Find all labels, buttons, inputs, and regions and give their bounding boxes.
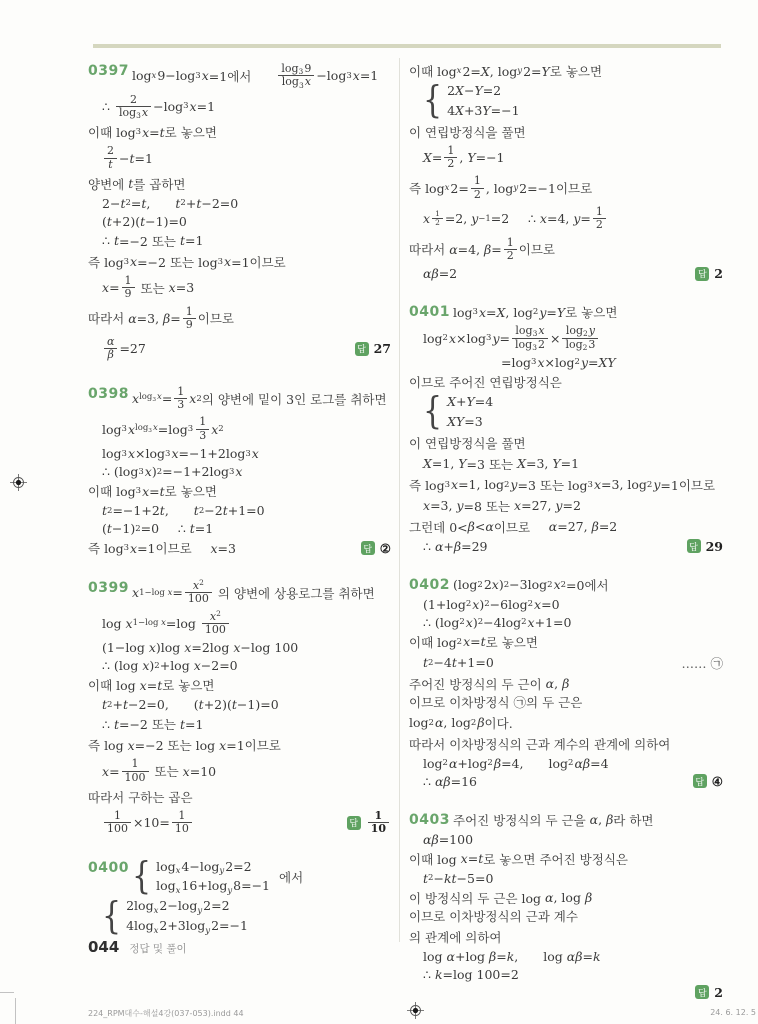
math-expression: =log 3 x ×log 2 y = XY — [501, 354, 616, 370]
math-expression: ∴ (log x ) 2 +log x −2=0 — [102, 658, 238, 674]
problem-number: 0401 — [409, 304, 450, 321]
system-brace-icon: { — [102, 894, 122, 938]
math-expression: $\frac{1}{100}$ ×10= $\frac{1}{10}$ — [102, 809, 194, 837]
math-expression: log x 1−log x =log $\frac{x^2}{100}$ — [102, 610, 231, 638]
math-expression: (log 2 2 x ) 2 −3log 2 x 2 =0에서 — [453, 577, 609, 593]
math-expression: α β =100 — [423, 831, 474, 847]
math-expression: 이 연립방정식을 풀면 — [409, 435, 526, 451]
solution-line — [88, 788, 391, 806]
solution-line — [409, 266, 723, 281]
math-expression: $\frac{2}{t}$ − t =1 — [102, 144, 153, 172]
problem-0398 — [88, 385, 391, 557]
math-expression: (1−log x )log x =2log x −log 100 — [102, 640, 299, 656]
math-expression: ( t −1) 2 =0 ∴ t =1 — [102, 521, 214, 536]
solution-line — [88, 854, 391, 899]
solution-line — [409, 389, 723, 434]
solution-line — [88, 232, 391, 250]
math-expression: log 3 x = X , log 2 y = Y 로 놓으면 — [453, 304, 618, 321]
math-expression: X = $\frac{1}{2}$ , Y =−1 — [423, 143, 505, 171]
math-expression: x $\log_3x$ = $\frac{1}{3}$ x 2 의 양변에 밑이 3인 로그를 취하면 — [132, 384, 387, 412]
print-filename: 224_RPM대수-해설4강(037-053).indd 44 — [88, 1009, 244, 1018]
math-expression: α β =2 — [423, 266, 458, 282]
solution-line — [88, 415, 391, 443]
system-equation: X+Y=4 — [447, 393, 494, 409]
solution-line — [409, 455, 723, 473]
solution-line — [409, 355, 723, 370]
problem-number: 0398 — [88, 385, 129, 402]
math-expression: ∴ α β =16 — [423, 773, 478, 789]
right-column — [409, 62, 723, 1022]
solution-line — [88, 503, 391, 518]
fraction: $\frac{1}{9}$ — [122, 275, 135, 301]
math-expression: log 3 x ×log 3 x =−1+2log 3 x — [102, 446, 259, 461]
solution-line — [409, 654, 723, 672]
solution-line — [88, 144, 391, 172]
fraction: $\frac{1}{2}$ — [444, 145, 457, 171]
solution-line — [88, 894, 391, 938]
solution-line — [409, 62, 723, 80]
system-brace-icon: { — [423, 389, 443, 434]
math-expression — [132, 854, 304, 899]
math-expression: log x 9−log 3 x =1에서 $\frac{\log_39}{\log_3x}$ −log 3 x =1 — [132, 62, 379, 90]
solution-line — [88, 385, 391, 413]
solution-line — [409, 518, 723, 536]
system-equation: $2\log_x2-\log_y2=2$ — [126, 898, 230, 916]
problem-number: 0402 — [409, 576, 450, 593]
math-expression: $\frac{\alpha}{\beta}$ =27 — [102, 335, 146, 363]
math-expression: 주어진 방정식의 두 근을 α , β 라 하면 — [453, 812, 654, 828]
math-expression: t 2 −4 t +1=0 — [423, 655, 494, 671]
math-expression: 이때 log x = t 로 놓으면 — [88, 677, 215, 694]
solution-line — [88, 757, 391, 785]
system-equation: XY=3 — [447, 413, 483, 429]
math-expression: x = $\frac{1}{9}$ 또는 x =3 — [102, 273, 195, 301]
math-expression — [423, 389, 494, 434]
solution-line — [409, 303, 723, 321]
math-expression: 이때 log 3 x = t 로 놓으면 — [88, 483, 217, 499]
solution-line — [88, 697, 391, 712]
problem-number: 0399 — [88, 580, 129, 596]
problem-0401 — [409, 303, 723, 553]
math-expression: X =1, Y =3 또는 X =3, Y =1 — [423, 456, 580, 472]
problem-0399 — [88, 579, 391, 837]
top-accent-bar — [93, 44, 721, 48]
solution-line — [409, 967, 723, 982]
math-expression: 이때 log 3 x = t 로 놓으면 — [88, 124, 217, 141]
system-equation: $\log_x16+\log_y8=-1$ — [156, 878, 271, 896]
math-expression: ∴ α + β =29 — [423, 538, 488, 554]
answer-value: 29 — [705, 538, 723, 554]
solution-line — [88, 214, 391, 229]
answer-badge — [347, 809, 391, 837]
solution-line — [409, 174, 723, 202]
solution-line — [409, 476, 723, 494]
equation-label: …… ㉠ — [681, 655, 723, 671]
system-suffix: 에서 — [279, 869, 304, 885]
fraction: $\frac{1}{3}$ — [174, 386, 187, 412]
solution-line — [88, 274, 391, 302]
math-expression: 즉 log 3 x =1, log 2 y =3 또는 log 3 x =3, log 2 y =1이므로 — [409, 477, 716, 493]
solution-line — [409, 949, 723, 964]
solution-line — [409, 889, 723, 925]
answer-chip-icon: 답 — [695, 985, 709, 999]
answer-chip-icon: 답 — [361, 541, 375, 555]
equation-system — [156, 859, 270, 896]
solution-line — [88, 521, 391, 536]
math-expression: 따라서 α =3, β = $\frac{1}{9}$ 이므로 — [88, 304, 234, 331]
answer-chip-icon: 답 — [687, 539, 701, 553]
answer-chip-icon: 답 — [695, 267, 709, 281]
fraction: $\frac{1}{2}$ — [593, 206, 606, 232]
solution-continuation — [409, 62, 723, 281]
math-expression: 따라서 구하는 곱은 — [88, 789, 193, 805]
fraction: $\frac{1}{10}$ — [172, 810, 192, 836]
answer-value: 27 — [373, 341, 391, 357]
answer-chip-icon: 답 — [355, 342, 369, 356]
math-expression: log 2 α , log 2 β 이다. — [409, 715, 513, 731]
math-expression: x = $\frac{1}{100}$ 또는 x =10 — [102, 757, 217, 784]
math-expression: 주어진 방정식의 두 근이 α , β 이므로 이차방정식 ㉠의 두 근은 — [409, 676, 583, 710]
math-expression: 의 관계에 의하여 — [409, 929, 502, 945]
math-expression: 이므로 주어진 연립방정식은 — [409, 374, 562, 390]
math-expression: 이때 log x = t 로 놓으면 주어진 방정식은 — [409, 851, 628, 867]
fraction: $\frac{1}{2}$ — [504, 237, 517, 263]
solution-line — [88, 658, 391, 673]
math-expression: x 1−log x = $\frac{x^2}{100}$ 의 양변에 상용로그를 취하면 — [132, 577, 375, 606]
answer-chip-icon: 답 — [693, 774, 707, 788]
equation-system — [126, 898, 248, 935]
answer-badge — [355, 341, 391, 356]
math-expression: 그런데 0< β < α 이므로 α =27, β =2 — [409, 519, 618, 535]
math-expression: (1+log 2 x ) 2 −6log 2 x =0 — [423, 596, 560, 612]
solution-line — [409, 850, 723, 868]
fraction: $\frac{1}{3}$ — [196, 416, 209, 442]
answer-value: 2 — [714, 984, 723, 1000]
math-expression: 이때 log x 2= X , log y 2= Y 로 놓으면 — [409, 63, 603, 79]
solution-line — [409, 205, 723, 233]
registration-mark-icon — [407, 1002, 424, 1019]
math-expression: 즉 log 3 x =−2 또는 log 3 x =1이므로 — [88, 254, 286, 270]
solution-line — [88, 335, 391, 363]
solution-line — [409, 633, 723, 651]
math-expression: 즉 log 3 x =1이므로 x =3 — [88, 540, 236, 556]
solution-line — [88, 446, 391, 461]
math-expression: 이 방정식의 두 근은 log α , log β 이므로 이차방정식의 근과 계수 — [409, 890, 593, 924]
math-expression: ∴ k =log 100=2 — [423, 966, 519, 982]
solution-line — [409, 811, 723, 829]
solution-line — [88, 676, 391, 694]
math-expression: 이때 log 2 x = t 로 놓으면 — [409, 634, 538, 650]
equation-system — [447, 83, 519, 120]
page-footer-label: 정답 및 풀이 — [129, 943, 187, 955]
registration-mark-icon — [10, 474, 27, 491]
answer-badge — [695, 266, 723, 281]
solution-line — [88, 736, 391, 754]
solution-line — [409, 236, 723, 264]
fraction: $\frac{x^2}{100}$ — [185, 580, 212, 606]
solution-line — [409, 434, 723, 452]
print-footer — [0, 1004, 758, 1024]
math-expression: ∴ t =−2 또는 t =1 — [102, 716, 204, 733]
fraction: $\frac{\log_3x}{\log_32}$ — [512, 325, 548, 351]
problem-number: 0403 — [409, 811, 450, 828]
system-equation: $4\log_x2+3\log_y2=-1$ — [126, 918, 248, 936]
fraction: $\frac{2}{\log_3x}$ — [116, 94, 151, 120]
fraction: $\frac{1}{100}$ — [122, 758, 149, 784]
solution-line — [409, 615, 723, 630]
problem-0403 — [409, 811, 723, 1000]
fraction: $\frac{\log_39}{\log_3x}$ — [278, 63, 314, 89]
math-expression: 양변에 t 를 곱하면 — [88, 176, 186, 192]
math-expression: 즉 log x =−2 또는 log x =1이므로 — [88, 737, 281, 754]
solution-line — [409, 324, 723, 352]
fraction: $\frac{1}{2}$ — [471, 175, 484, 201]
problem-0397 — [88, 62, 391, 363]
solution-line — [88, 464, 391, 479]
answer-badge — [687, 539, 723, 554]
solution-line — [409, 675, 723, 711]
left-column — [88, 62, 391, 957]
solution-line — [409, 576, 723, 594]
solution-line — [88, 640, 391, 655]
answer-value — [366, 809, 391, 837]
solution-line — [88, 579, 391, 607]
answer-badge — [693, 774, 723, 789]
math-expression: t 2 − kt −5=0 — [423, 870, 494, 886]
system-equation: $\log_x4-\log_y2=2$ — [156, 858, 252, 877]
solution-line — [409, 735, 723, 753]
math-expression: log 3 x $\log_3x$ =log 3 $\frac{1}{3}$ x 2 — [102, 415, 224, 442]
fraction: $\frac{x^2}{100}$ — [202, 611, 229, 637]
math-expression: t 2 =−1+2 t , t 2 −2 t +1=0 — [102, 503, 265, 518]
math-expression: x $\frac{1}{2}$ =2, y −1 =2 ∴ x =4, y = $\frac{1}{2}$ — [423, 205, 608, 233]
math-expression: 즉 log x 2= $\frac{1}{2}$ , log y 2=−1이므로 — [409, 174, 593, 201]
math-expression: log 2 α +log 2 β =4, log 2 α β =4 — [423, 755, 609, 771]
answer-badge — [361, 541, 391, 556]
answer-value: 2 — [714, 266, 723, 282]
page-number: 044 — [88, 938, 120, 956]
problem-number: 0400 — [88, 859, 129, 876]
solution-line — [409, 539, 723, 554]
solution-line — [409, 373, 723, 391]
math-expression: 따라서 α =4, β = $\frac{1}{2}$ 이므로 — [409, 235, 555, 262]
equation-system — [447, 394, 493, 431]
solution-line — [88, 305, 391, 333]
math-expression: ∴ (log 3 x ) 2 =−1+2log 3 x — [102, 464, 243, 479]
solution-line — [409, 78, 723, 123]
math-expression: 이 연립방정식을 풀면 — [409, 124, 526, 140]
page-footer — [88, 938, 187, 956]
solution-line — [409, 714, 723, 732]
math-expression: ∴ t =−2 또는 t =1 — [102, 233, 204, 249]
print-date: 24. 6. 12. 5 — [710, 1008, 756, 1017]
math-expression: ∴ (log 2 x ) 2 −4log 2 x +1=0 — [423, 614, 572, 630]
solution-line — [409, 123, 723, 141]
solution-line — [409, 832, 723, 847]
solution-line — [88, 175, 391, 193]
solution-line — [409, 774, 723, 789]
answer-chip-icon: 답 — [347, 816, 361, 830]
solution-line — [88, 809, 391, 837]
math-expression — [423, 78, 520, 123]
solution-line — [88, 62, 391, 90]
solution-line — [409, 497, 723, 515]
column-divider — [399, 58, 400, 942]
fraction: $\frac{1}{2}$ — [432, 210, 443, 228]
solution-line — [409, 985, 723, 1000]
fraction: $\frac{\log_2y}{\log_23}$ — [562, 325, 598, 351]
math-expression: 2− t 2 = t , t 2 + t −2=0 — [102, 195, 239, 211]
solution-line — [88, 196, 391, 211]
solution-line — [409, 928, 723, 946]
fraction: $\frac{1}{10}$ — [368, 810, 389, 836]
solution-line — [88, 253, 391, 271]
math-expression — [102, 894, 248, 938]
system-brace-icon: { — [132, 854, 152, 899]
solution-line — [88, 482, 391, 500]
math-expression: ∴ $\frac{2}{\log_3x}$ −log 3 x =1 — [102, 92, 216, 121]
fraction: $\frac{\alpha}{\beta}$ — [104, 336, 117, 362]
answer-value: ④ — [711, 773, 723, 789]
solution-line — [409, 597, 723, 612]
solution-line — [409, 871, 723, 886]
solution-line — [88, 715, 391, 733]
math-expression: x =3, y =8 또는 x =27, y =2 — [423, 498, 581, 514]
crop-mark-horizontal — [0, 992, 14, 993]
problem-0400 — [88, 854, 391, 938]
math-expression: 따라서 이차방정식의 근과 계수의 관계에 의하여 — [409, 736, 671, 752]
fraction: $\frac{1}{100}$ — [104, 810, 131, 836]
solution-line — [409, 756, 723, 771]
answer-badge — [695, 985, 723, 1000]
answer-value: ② — [379, 540, 391, 556]
solution-line — [88, 539, 391, 557]
solution-line — [88, 610, 391, 638]
solution-line — [409, 144, 723, 172]
problem-0402 — [409, 576, 723, 789]
system-equation: 4X+3Y=−1 — [447, 102, 520, 118]
math-expression: ( t +2)( t −1)=0 — [102, 213, 187, 229]
problem-number: 0397 — [88, 63, 129, 79]
solution-line — [88, 93, 391, 121]
system-equation: 2X−Y=2 — [447, 83, 502, 98]
fraction: $\frac{2}{t}$ — [104, 145, 117, 171]
math-expression: log α +log β = k , log α β = k — [423, 948, 601, 964]
math-expression: log 2 x ×log 3 y = $\frac{\log_3x}{\log_32}$ × $\frac{\log_2y}{\log_23}$ — [423, 324, 600, 352]
fraction: $\frac{1}{9}$ — [183, 306, 196, 332]
system-brace-icon: { — [423, 78, 443, 123]
math-expression: t 2 + t −2=0, ( t +2)( t −1)=0 — [102, 697, 279, 713]
solution-line — [88, 123, 391, 141]
